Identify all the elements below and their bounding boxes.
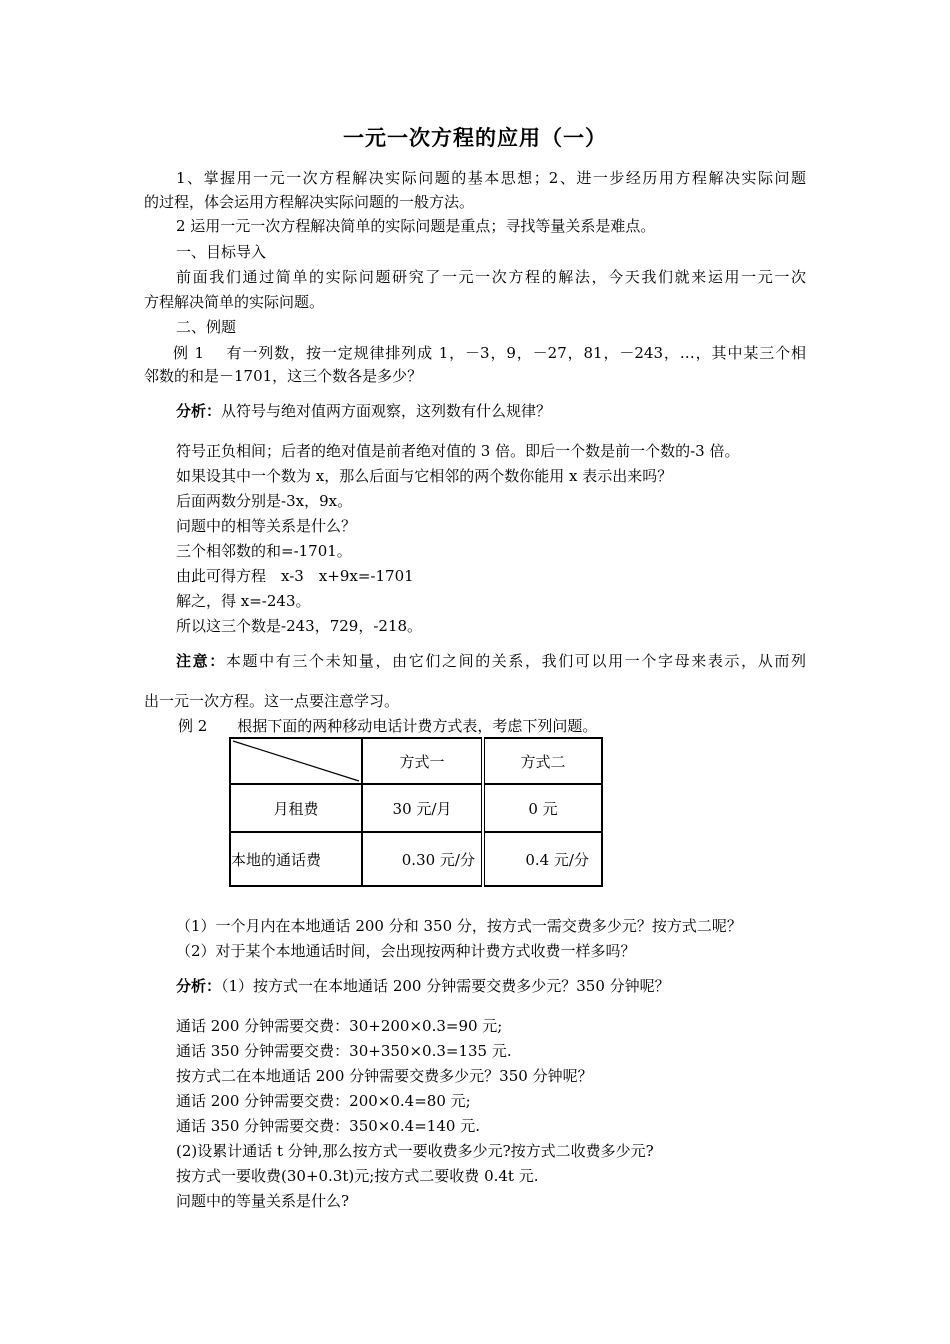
example1-step: 后面两数分别是-3x，9x。 xyxy=(176,492,353,510)
example2-step: 通话 200 分钟需要交费：200×0.4=80 元; xyxy=(176,1092,471,1110)
example2-step: 通话 200 分钟需要交费：30+200×0.3=90 元; xyxy=(176,1017,503,1035)
table-cell: 30 元/月 xyxy=(362,784,483,832)
table-header-method2: 方式二 xyxy=(483,738,602,784)
objective-line-1: 1、掌握用一元一次方程解决实际问题的基本思想；2、进一步经历用方程解决实际问题 xyxy=(176,169,806,187)
objective-line-2: 的过程，体会运用方程解决实际问题的一般方法。 xyxy=(144,193,475,211)
example1-step: 如果设其中一个数为 x，那么后面与它相邻的两个数你能用 x 表示出来吗？ xyxy=(176,467,673,485)
example2-step: 按方式二在本地通话 200 分钟需要交费多少元？350 分钟呢？ xyxy=(176,1067,593,1085)
fee-table xyxy=(229,737,603,887)
example2-intro: 例 2 根据下面的两种移动电话计费方式表，考虑下列问题。 xyxy=(178,717,598,735)
note-text: 本题中有三个未知量，由它们之间的关系，我们可以用一个字母来表示，从而列 xyxy=(225,652,806,670)
analysis-label: 分析： xyxy=(176,977,222,995)
example2-step: 按方式一要收费(30+0.3t)元;按方式二要收费 0.4t 元. xyxy=(176,1167,539,1185)
example1-step: 解之，得 x=-243。 xyxy=(176,592,311,610)
table-cell: 0.4 元/分 xyxy=(483,832,602,886)
intro-line-2: 方程解决简单的实际问题。 xyxy=(144,293,325,311)
section-heading-goal: 一、目标导入 xyxy=(176,243,267,261)
example2-step: 问题中的等量关系是什么? xyxy=(176,1192,350,1210)
analysis-text: 从符号与绝对值两方面观察，这列数有什么规律？ xyxy=(221,402,552,420)
example1-analysis xyxy=(176,400,551,422)
table-row-label: 本地的通话费 xyxy=(230,832,362,886)
note-label: 注意： xyxy=(176,652,226,670)
example2-step: 通话 350 分钟需要交费：30+350×0.3=135 元. xyxy=(176,1042,512,1060)
diagonal-divider xyxy=(231,739,361,783)
analysis-text: （1）按方式一在本地通话 200 分钟需要交费多少元？350 分钟呢？ xyxy=(221,977,670,995)
example1-step: 符号正负相间；后者的绝对值是前者绝对值的 3 倍。即后一个数是前一个数的-3 倍。 xyxy=(176,442,740,460)
example2-analysis xyxy=(176,975,670,997)
section-heading-examples: 二、例题 xyxy=(176,318,237,336)
example2-step: (2)设累计通话 t 分钟,那么按方式一要收费多少元?按方式二收费多少元? xyxy=(176,1142,654,1160)
example2-question-2: （2）对于某个本地通话时间，会出现按两种计费方式收费一样多吗？ xyxy=(176,942,636,960)
table-row-label: 月租费 xyxy=(230,784,362,832)
example1-step: 所以这三个数是-243，729，-218。 xyxy=(176,617,423,635)
example1-equation: 由此可得方程 x-3 x+9x=-1701 xyxy=(176,567,414,585)
table-header-method1: 方式一 xyxy=(362,738,483,784)
example2-step: 通话 350 分钟需要交费：350×0.4=140 元. xyxy=(176,1117,480,1135)
example1-step: 问题中的相等关系是什么？ xyxy=(176,517,357,535)
analysis-label: 分析： xyxy=(176,402,222,420)
page-title: 一元一次方程的应用（一） xyxy=(343,126,607,150)
example1-step: 三个相邻数的和=-1701。 xyxy=(176,542,352,560)
intro-line-1: 前面我们通过简单的实际问题研究了一元一次方程的解法，今天我们就来运用一元一次 xyxy=(176,268,806,286)
table-cell: 0.30 元/分 xyxy=(362,832,483,886)
table-corner-cell xyxy=(230,738,362,784)
objective-line-3: 2 运用一元一次方程解决简单的实际问题是重点；寻找等量关系是难点。 xyxy=(176,217,656,235)
example1-note-line-2: 出一元一次方程。这一点要注意学习。 xyxy=(144,692,400,710)
example1-line-2: 邻数的和是－1701，这三个数各是多少？ xyxy=(144,367,423,385)
table-cell: 0 元 xyxy=(483,784,602,832)
example1-line-1: 例 1 有一列数，按一定规律排列成 1，－3，9，－27，81，－243，…，其中某三个相 xyxy=(173,344,806,362)
example2-question-1: （1）一个月内在本地通话 200 分和 350 分，按方式一需交费多少元？按方式二呢？ xyxy=(176,917,742,935)
example1-note xyxy=(176,650,806,672)
